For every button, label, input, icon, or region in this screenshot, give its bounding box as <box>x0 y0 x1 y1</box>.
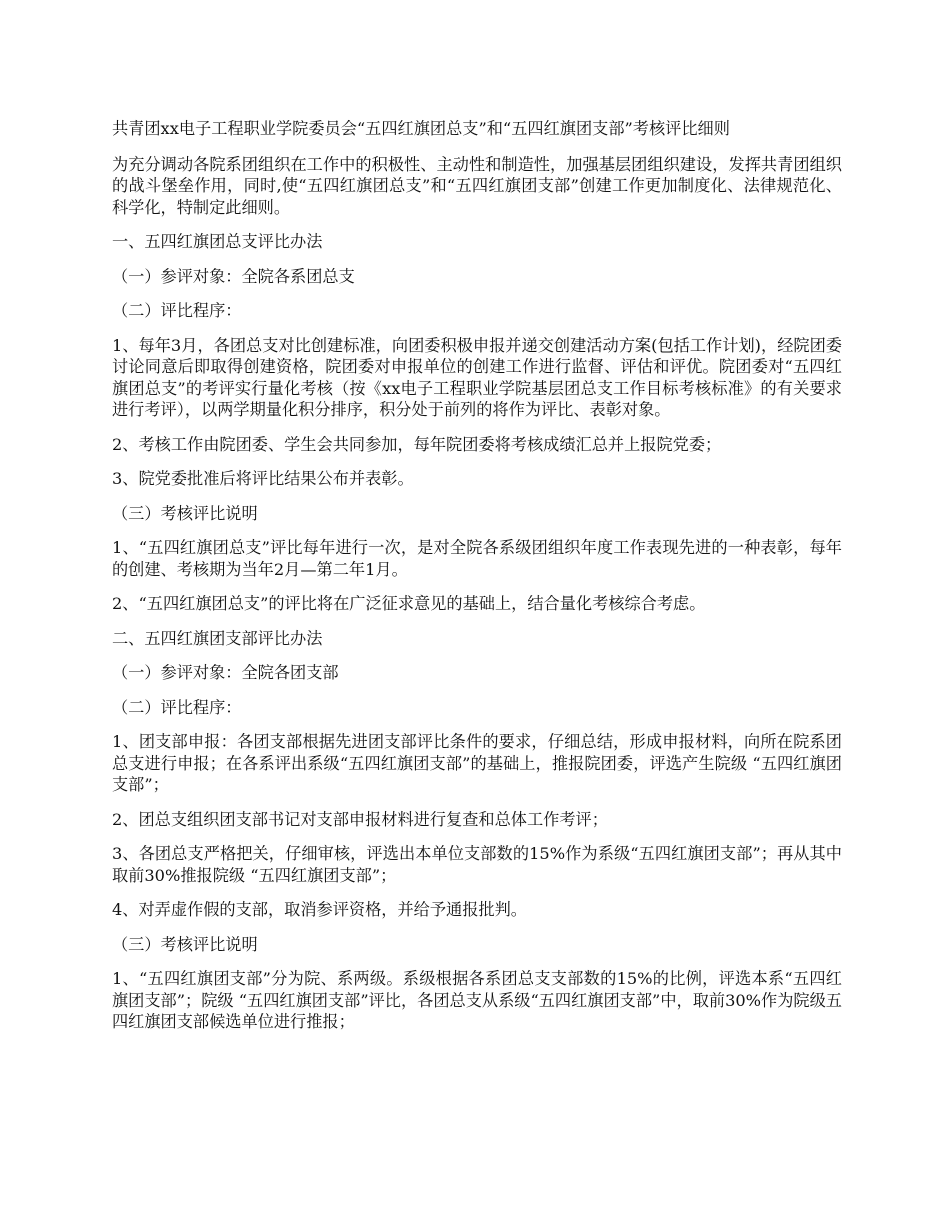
paragraph: 4、对弄虚作假的支部，取消参评资格，并给予通报批判。 <box>112 900 527 919</box>
paragraph: 2、团总支组织团支部书记对支部申报材料进行复查和总体工作考评； <box>112 809 608 829</box>
document-page <box>112 118 842 1046</box>
section-heading-2: 二、五四红旗团支部评比办法 <box>112 628 323 648</box>
document-title: 共青团xx电子工程职业学院委员会“五四红旗团总支”和“五四红旗团支部”考核评比细则 <box>112 119 730 138</box>
paragraph: 3、各团总支严格把关，仔细审核，评选出本单位支部数的15%作为系级“五四红旗团支部”；再从其中取前30%推报院级 “五四红旗团支部”； <box>112 844 842 885</box>
paragraph-intro: 为充分调动各院系团组织在工作中的积极性、主动性和制造性，加强基层团组织建设，发挥共青团组织的战斗堡垒作用，同时,使“五四红旗团总支”和“五四红旗团支部”创建工作更加制度化、法律规范化、科学化，特制定此细则。 <box>112 154 842 217</box>
paragraph: 3、院党委批准后将评比结果公布并表彰。 <box>112 469 414 488</box>
subsection-heading: （三）考核评比说明 <box>112 934 258 954</box>
section-heading-1: 一、五四红旗团总支评比办法 <box>112 232 323 251</box>
paragraph: 1、团支部申报：各团支部根据先进团支部评比条件的要求，仔细总结，形成申报材料，向所在院系团总支进行申报；在各系评出系级“五四红旗团支部”的基础上，推报院团委，评选产生院级 “五四红旗团支部”； <box>112 732 842 794</box>
subsection-heading: （二）评比程序： <box>112 301 242 320</box>
subsection-heading: （二）评比程序： <box>112 697 242 717</box>
paragraph: 1、每年3月，各团总支对比创建标准，向团委积极申报并递交创建活动方案(包括工作计划)，经院团委讨论同意后即取得创建资格，院团委对申报单位的创建工作进行监督、评估和评优。院团委对“五四红旗团总支”的考评实行量化考核（按《xx电子工程职业学院基层团总支工作目标考核标准》的有关要求进行考评），以两学期量化积分排序，积分处于前列的将作为评比、表彰对象。 <box>112 335 842 419</box>
paragraph: 2、考核工作由院团委、学生会共同参加，每年院团委将考核成绩汇总并上报院党委； <box>112 434 722 454</box>
paragraph: 2、“五四红旗团总支”的评比将在广泛征求意见的基础上，结合量化考核综合考虑。 <box>112 594 706 613</box>
paragraph: 1、“五四红旗团支部”分为院、系两级。系级根据各系团总支支部数的15%的比例，评选本系“五四红旗团支部”；院级 “五四红旗团支部”评比，各团总支从系级“五四红旗团支部”中，取前30%作为院级五四红旗团支部候选单位进行推报； <box>112 969 842 1031</box>
subsection-heading: （一）参评对象：全院各系团总支 <box>112 266 355 286</box>
subsection-heading: （三）考核评比说明 <box>112 503 258 523</box>
subsection-heading: （一）参评对象：全院各团支部 <box>112 663 339 682</box>
paragraph: 1、“五四红旗团总支”评比每年进行一次，是对全院各系级团组织年度工作表现先进的一种表彰，每年的创建、考核期为当年2月—第二年1月。 <box>112 538 842 579</box>
